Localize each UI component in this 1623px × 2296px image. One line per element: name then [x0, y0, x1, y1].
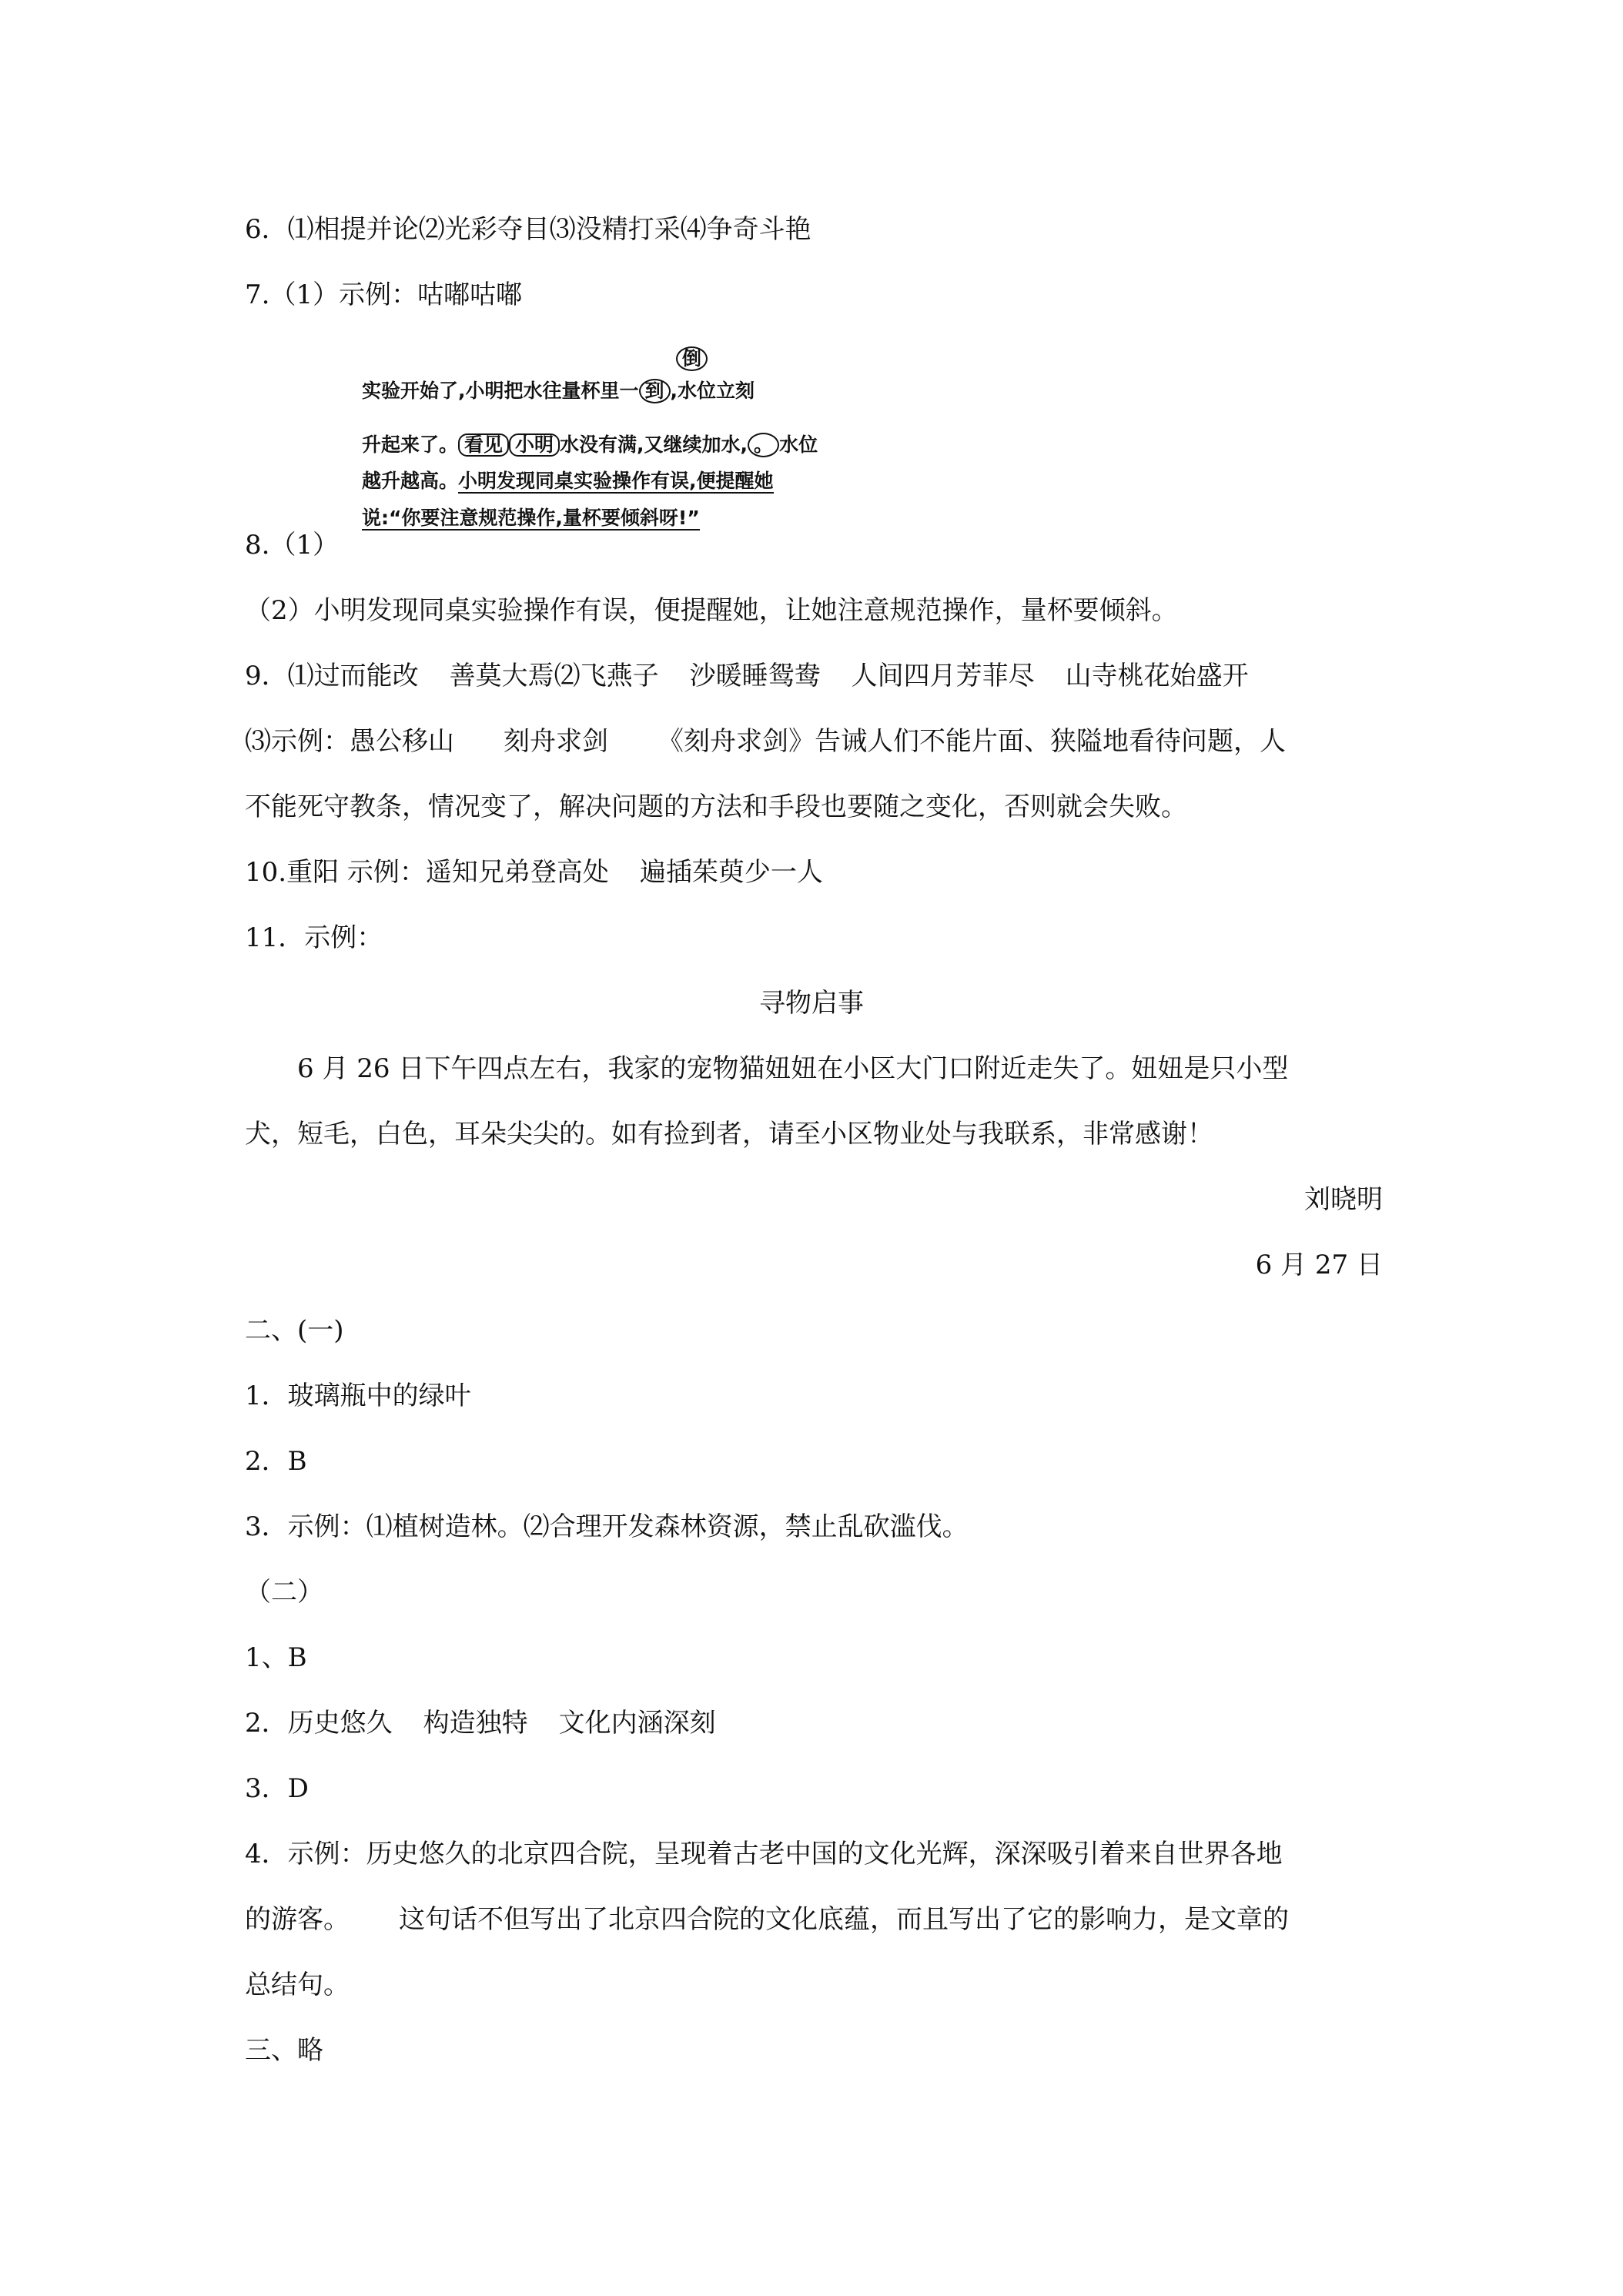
notice-title: 寻物启事 [759, 988, 864, 1019]
answer-q9-part3-cont: 不能死守教条，情况变了，解决问题的方法和手段也要随之变化，否则就会失败。 [245, 792, 1187, 822]
correction-line-2: 升起来了。 看见 小明 水没有满,又继续加水, 。 水位 [362, 433, 818, 456]
answer-q9-line1: 9．⑴过而能改 善莫大焉⑵飞燕子 沙暖睡鸳鸯 人间四月芳菲尽 山寺桃花始盛开 [245, 661, 1249, 691]
section2b-answer-3: 3．D [245, 1773, 309, 1804]
section2-subheading: （二） [245, 1577, 323, 1608]
answer-q8-label: 8.（1） [245, 530, 340, 561]
notice-body-line1: 6 月 26 日下午四点左右，我家的宠物猫妞妞在小区大门口附近走失了。妞妞是只小型 [297, 1053, 1289, 1084]
section2b-answer-4-line1: 4．示例：历史悠久的北京四合院，呈现着古老中国的文化光辉，深深吸引着来自世界各地 [245, 1839, 1283, 1869]
section2-answer-1: 1．玻璃瓶中的绿叶 [245, 1381, 471, 1411]
answer-q9-part3: ⑶示例：愚公移山 刻舟求剑 《刻舟求剑》告诫人们不能片面、狭隘地看待问题，人 [245, 726, 1286, 757]
notice-signature: 刘晓明 [1304, 1184, 1383, 1215]
correction-line-3: 越升越高。小明发现同桌实验操作有误,便提醒她 [362, 470, 774, 492]
section2-answer-3: 3．示例：⑴植树造林。⑵合理开发森林资源，禁止乱砍滥伐。 [245, 1511, 969, 1542]
correction-insert-char: 倒 [676, 346, 708, 371]
section3-heading: 三、略 [245, 2035, 323, 2066]
section2-heading: 二、(一) [245, 1315, 344, 1346]
correction-line-4: 说:“你要注意规范操作,量杯要倾斜呀!” [362, 507, 700, 529]
wrong-char-mark: 到 [639, 379, 671, 403]
insert-period-mark: 。 [748, 433, 779, 457]
proofreading-figure [362, 346, 870, 547]
notice-body-line2: 犬，短毛，白色，耳朵尖尖的。如有捡到者，请至小区物业处与我联系，非常感谢！ [245, 1119, 1213, 1150]
section2b-answer-2: 2．历史悠久 构造独特 文化内涵深刻 [245, 1708, 716, 1739]
section2b-answer-1: 1、B [245, 1642, 307, 1673]
answer-q11-label: 11．示例： [245, 922, 383, 953]
answer-q10: 10.重阳 示例：遥知兄弟登高处 遍插茱萸少一人 [245, 857, 823, 888]
answer-q6: 6．⑴相提并论⑵光彩夺目⑶没精打采⑷争奇斗艳 [245, 214, 812, 245]
notice-date: 6 月 27 日 [1255, 1250, 1383, 1280]
swap-mark-2: 小明 [509, 433, 560, 457]
swap-mark-1: 看见 [458, 433, 509, 457]
section2b-answer-4-line3: 总结句。 [245, 1970, 350, 2000]
section2-answer-2: 2．B [245, 1446, 307, 1477]
answer-q8-part2: （2）小明发现同桌实验操作有误，便提醒她，让她注意规范操作，量杯要倾斜。 [245, 595, 1178, 626]
correction-line-1: 实验开始了,小明把水往量杯里一 到 ,水位立刻 [362, 380, 755, 402]
answer-q7: 7.（1）示例：咕嘟咕嘟 [245, 279, 523, 310]
section2b-answer-4-line2: 的游客。 这句话不但写出了北京四合院的文化底蕴，而且写出了它的影响力，是文章的 [245, 1904, 1289, 1935]
